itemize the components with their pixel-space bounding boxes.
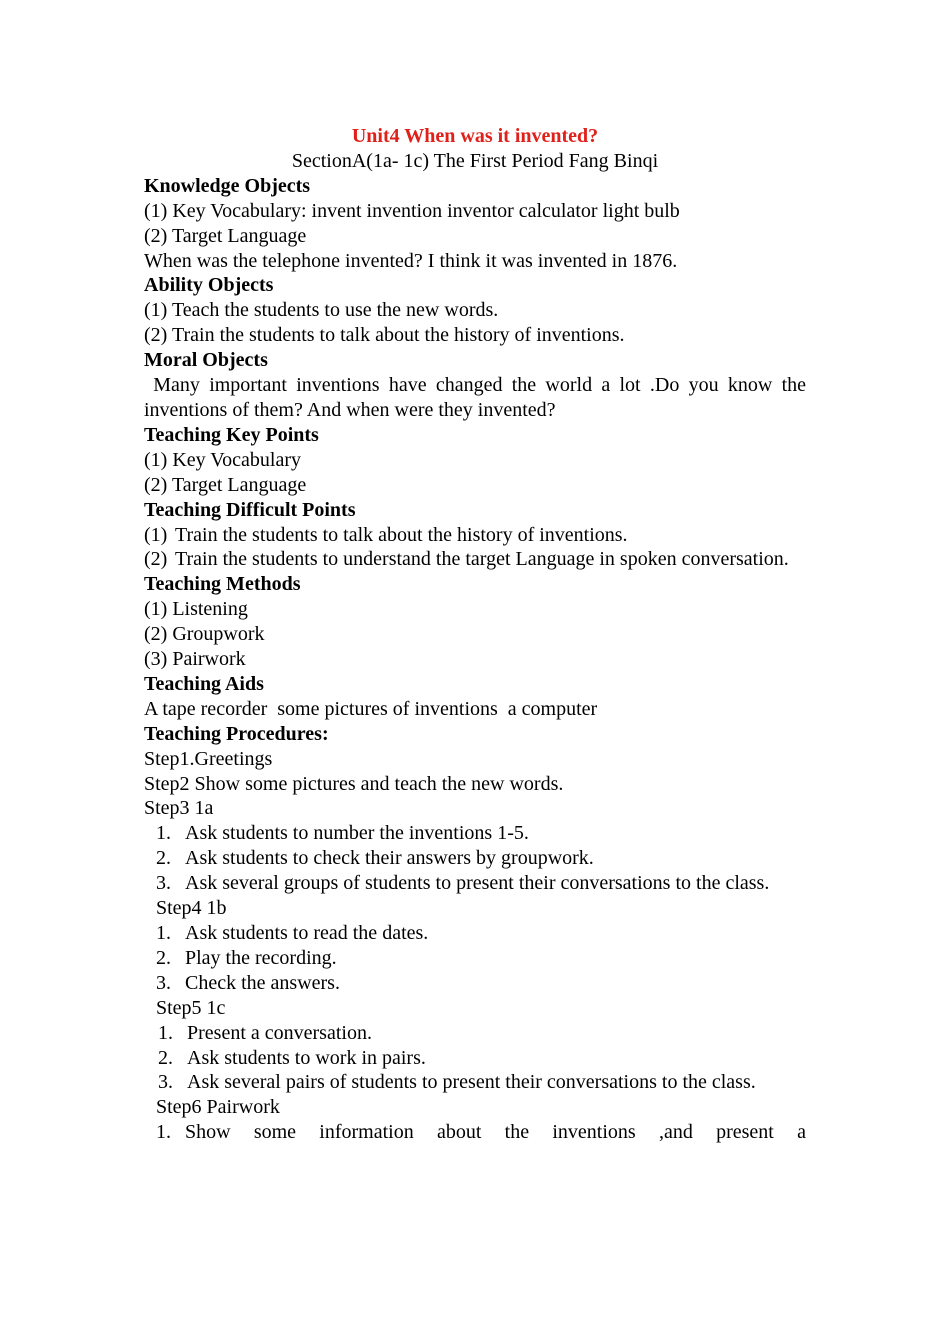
- step-heading: Step5 1c: [156, 996, 226, 1019]
- method-item: (1) Listening: [144, 598, 248, 621]
- list-item: [144, 971, 806, 996]
- item-text: Ask students to number the inventions 1-5.: [185, 822, 529, 845]
- key-point-item: (1) Key Vocabulary: [144, 448, 301, 471]
- list-item: [144, 871, 806, 896]
- item-number: 1.: [156, 922, 171, 944]
- ability-heading: Ability Objects: [144, 274, 274, 297]
- list-item: [144, 946, 806, 971]
- difficult-point-item: [144, 523, 806, 548]
- item-text: Ask students to work in pairs.: [187, 1046, 426, 1069]
- list-item: [144, 1046, 806, 1071]
- step-heading: Step2 Show some pictures and teach the new words.: [144, 772, 564, 795]
- list-item: [144, 821, 806, 846]
- step-heading: Step4 1b: [156, 897, 227, 920]
- item-number: 3.: [158, 1071, 173, 1094]
- item-text: Ask several groups of students to present their conversations to the class.: [185, 872, 770, 895]
- list-item: [144, 1021, 806, 1046]
- document-subtitle: SectionA(1a- 1c) The First Period Fang Binqi: [291, 149, 659, 172]
- item-text: Ask students to read the dates.: [185, 922, 429, 944]
- item-number: 1.: [156, 822, 171, 845]
- item-text: Train the students to understand the target Language in spoken conversation.: [175, 548, 789, 571]
- methods-heading: Teaching Methods: [144, 573, 301, 596]
- list-item: [144, 1070, 806, 1095]
- knowledge-item: (2) Target Language: [144, 224, 307, 247]
- aids-heading: Teaching Aids: [144, 672, 264, 695]
- item-number: 1.: [156, 1121, 171, 1144]
- knowledge-item: (1) Key Vocabulary: invent invention inventor calculator light bulb: [144, 199, 680, 222]
- method-item: (3) Pairwork: [144, 648, 246, 671]
- document-page: [144, 124, 811, 1145]
- item-number: 3.: [156, 971, 171, 994]
- item-text: Check the answers.: [185, 971, 340, 994]
- moral-text: Many important inventions have changed the world a lot .Do you know the inventions of them? And when were they invented?: [144, 374, 811, 421]
- knowledge-item: When was the telephone invented? I think it was invented in 1876.: [144, 249, 678, 272]
- item-text: Play the recording.: [185, 946, 337, 969]
- item-number: 2.: [158, 1046, 173, 1069]
- item-number: 2.: [156, 946, 171, 969]
- ability-item: (1) Teach the students to use the new words.: [144, 299, 499, 322]
- item-number: 3.: [156, 872, 171, 895]
- key-point-item: (2) Target Language: [144, 473, 307, 496]
- list-item: [144, 846, 806, 871]
- knowledge-heading: Knowledge Objects: [144, 174, 311, 197]
- key-points-heading: Teaching Key Points: [144, 423, 319, 446]
- item-number: 1.: [158, 1021, 173, 1044]
- aids-text: A tape recorder some pictures of inventions a computer: [144, 697, 598, 720]
- item-number: 2.: [156, 847, 171, 870]
- item-text: Train the students to talk about the history of inventions.: [175, 523, 628, 546]
- item-text: Present a conversation.: [187, 1021, 372, 1044]
- item-text: Show some information about the inventions ,and present a: [185, 1121, 806, 1144]
- item-number: (1): [144, 523, 168, 546]
- item-text: Ask students to check their answers by groupwork.: [185, 847, 594, 870]
- item-text: Ask several pairs of students to present their conversations to the class.: [187, 1071, 756, 1094]
- list-item: [144, 921, 806, 946]
- step-heading: Step3 1a: [144, 797, 214, 820]
- procedures-heading: Teaching Procedures:: [144, 722, 329, 745]
- list-item: [144, 1120, 806, 1145]
- item-number: (2): [144, 548, 168, 571]
- document-title: Unit4 When was it invented?: [351, 125, 599, 147]
- moral-heading: Moral Objects: [144, 349, 268, 372]
- method-item: (2) Groupwork: [144, 623, 265, 646]
- difficult-points-heading: Teaching Difficult Points: [144, 498, 356, 521]
- step-heading: Step6 Pairwork: [156, 1096, 280, 1119]
- step-heading: Step1.Greetings: [144, 747, 273, 770]
- ability-item: (2) Train the students to talk about the history of inventions.: [144, 324, 625, 347]
- difficult-point-item: [144, 547, 806, 572]
